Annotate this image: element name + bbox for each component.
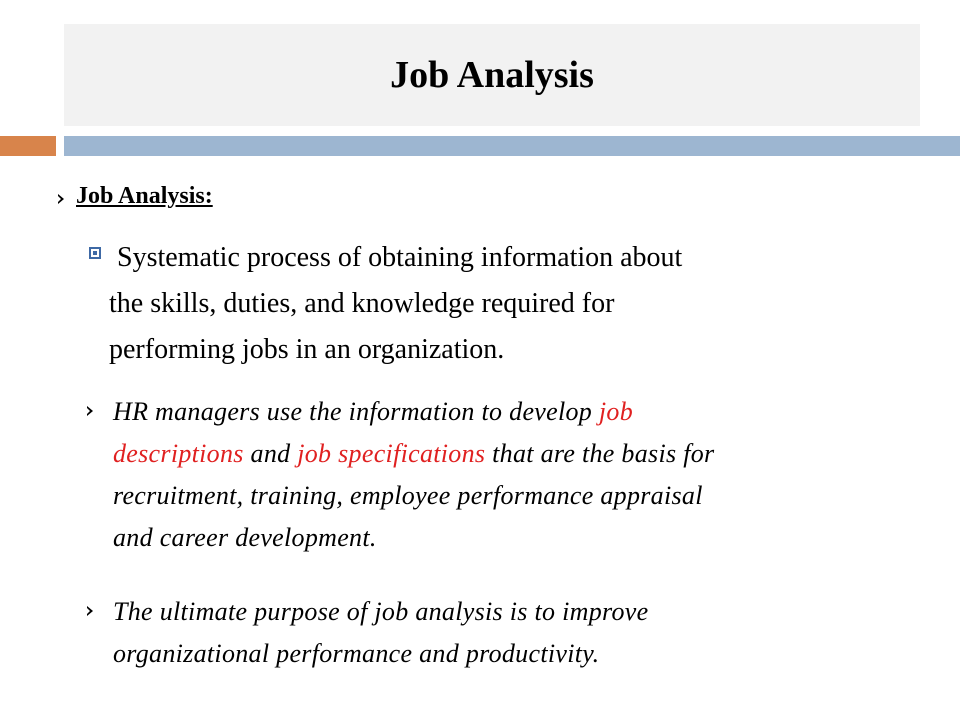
hr-line-1 — [113, 391, 903, 433]
hr-line-2-rest: that are the basis for — [485, 439, 715, 468]
definition-line-3: performing jobs in an organization. — [109, 334, 505, 365]
arrow-bullet-icon — [58, 194, 64, 204]
section-heading: Job Analysis: — [76, 183, 213, 209]
purpose-paragraph — [113, 591, 903, 675]
title-box — [64, 24, 920, 126]
definition-paragraph — [109, 235, 889, 373]
definition-line-1: Systematic process of obtaining information about — [117, 242, 683, 273]
hr-highlight-descriptions: descriptions — [113, 439, 244, 468]
hr-line-4: and career development. — [113, 523, 377, 552]
hr-highlight-job-specifications: job specifications — [297, 439, 486, 468]
hr-paragraph — [113, 391, 903, 559]
hr-line-2-and: and — [243, 439, 298, 468]
slide-title: Job Analysis — [390, 54, 594, 96]
definition-line-2: the skills, duties, and knowledge required for — [109, 288, 615, 319]
accent-bar-blue — [64, 136, 960, 156]
purpose-line-2: organizational performance and productivity. — [113, 639, 600, 668]
accent-bar-orange — [0, 136, 56, 156]
purpose-line-1: The ultimate purpose of job analysis is to improve — [113, 597, 649, 626]
arrow-bullet-icon — [87, 406, 93, 416]
square-bullet-icon — [89, 247, 101, 259]
hr-line-3: recruitment, training, employee performance appraisal — [113, 481, 703, 510]
arrow-bullet-icon — [87, 606, 93, 616]
hr-line-1-text: HR managers use the information to develop — [113, 397, 599, 426]
hr-line-2 — [113, 433, 903, 475]
hr-highlight-job: job — [598, 397, 634, 426]
